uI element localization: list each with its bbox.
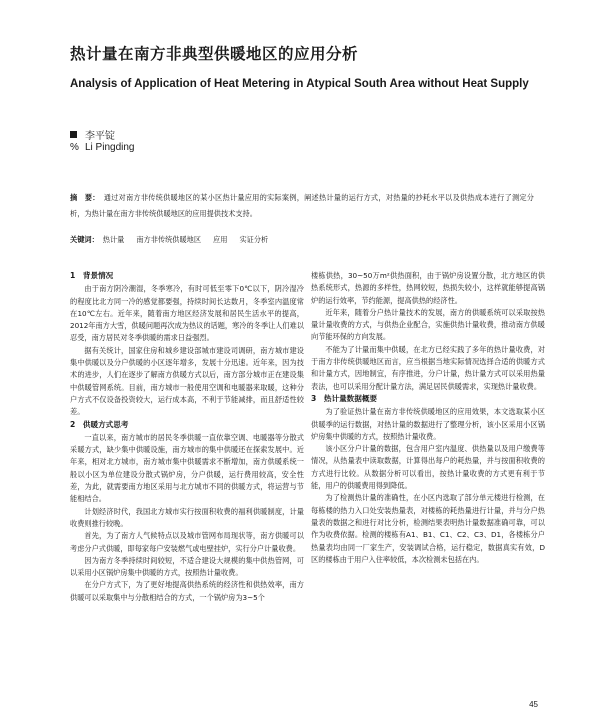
page-number: 45 (529, 700, 538, 709)
paragraph: 在分户方式下，为了更好地提高供热系统的经济性和供热效率，南方供暖可以采取集中与分散相结合的方式，一个锅炉房为3~5个 (70, 580, 304, 602)
keyword: 热计量 (102, 235, 125, 244)
paragraph: 为了检测热计量的准确性，在小区内选取了部分单元楼进行检测，在每栋楼的热力入口处安装热量表，对楼栋的耗热量进行计量，并与分户热量表的数据之和进行对比分析，检测结果表明热计量数据准确可靠，可以作为收费依据。检测的楼栋有A1、B1、C1、C2、C3、D1，各楼栋分户热量表均由同一厂家生产，安装调试合格，运行稳定，数据真实有效，D区的楼栋由于用户入住率较低，本次检测未包括在内。 (311, 493, 545, 564)
section-heading-background: 1 背景情况 (70, 271, 114, 280)
paragraph: 据有关统计，国家住房和城乡建设部城市建设司调研，南方城市建设集中供暖以及分户供暖的小区逐年增多，发展十分迅速。近年来，因为技术的进步，人们在逐步了解南方供暖方式以后，南方部分城市正在建设集中供暖管网系统。目前，南方城市一般使用空调和电暖器来取暖，这种分户方式不仅设备投资较大，运行成本高，不利于节能减排，而且舒适性较差。 (70, 345, 304, 417)
keywords-label: 关键词： (70, 235, 99, 244)
abstract-label: 摘 要： (70, 193, 100, 202)
paragraph: 近年来，随着分户热计量技术的发展，南方的供暖系统可以采取按热量计量收费的方式，与供热企业配合，实施供热计量收费，推动南方供暖向节能环保的方向发展。 (311, 307, 545, 342)
author-english-row (70, 142, 134, 153)
paragraph: 楼栋供热，30~50万m²供热面积，由于锅炉房设置分散，北方地区的供热系统形式，热源的多样性，热网较短，热损失较小，这样就能够提高锅炉的运行效率，节约能源，提高供热的经济性。 (311, 271, 545, 305)
left-column (70, 270, 304, 604)
keyword: 实证分析 (239, 235, 269, 244)
abstract (70, 190, 534, 222)
paragraph: 该小区分户计量的数据，包含用户室内温度、供热量以及用户缴费等情况，从热量表中读取数据，计算得出每户的耗热量，并与按面积收费的方式进行比较。从数据分析可以看出，按热计量收费的方式更有利于节能，用户的供暖费用得到降低。 (311, 444, 545, 491)
section-heading-data-summary: 3 热计量数据概要 (311, 393, 378, 403)
article-title-english: Analysis of Application of Heat Metering in Atypical South Area without Heat Supply (70, 78, 529, 90)
paragraph: 为了验证热计量在南方非传统供暖地区的应用效果，本文选取某小区供暖季的运行数据，对热计量的数据进行了整理分析，该小区采用小区锅炉房集中供暖的方式，按照热计量收费。 (311, 407, 545, 441)
paragraph: 由于南方阴冷潮湿，冬季寒冷，有时可低至零下0℃以下，阴冷湿冷的程度比北方同一冷的感觉都要强，持续时间长达数月，冬季室内温度常在10℃左右。近年来，随着南方地区经济发展和居民生活水平的提高，2012年南方大雪，供暖问题再次成为热议的话题，寒冷的冬季让人们难以忍受，南方居民对冬季供暖的需求日益强烈。 (70, 284, 304, 343)
article-title-chinese: 热计量在南方非典型供暖地区的应用分析 (70, 45, 359, 63)
keyword: 南方非传统供暖地区 (136, 235, 202, 244)
square-bullet-icon (70, 131, 77, 138)
section-heading-heating-mode: 2 供暖方式思考 (70, 419, 129, 429)
paragraph: 因为南方冬季持续时间较短，不适合建设大规模的集中供热管网，可以采用小区锅炉房集中供暖的方式，按照热计量收费。 (70, 555, 304, 578)
author-chinese-row (70, 127, 115, 142)
paragraph: 首先，为了南方人气候特点以及城市管网布局现状等，南方供暖可以考虑分户式供暖，即每家每户安装燃气或电壁挂炉，实行分户计量收费。 (70, 531, 304, 553)
paragraph: 不能为了计量而集中供暖，在北方已经实践了多年的热计量收费，对于南方非传统供暖地区而言，应当根据当地实际情况选择合适的供暖方式和计量方式，因地制宜，有序推进，分户计量，热计量方式可以采用热量表法，也可以采用分配计量方法，满足居民供暖需求，实现热计量收费。 (311, 344, 545, 391)
paragraph: 一直以来，南方城市的居民冬季供暖一直依靠空调、电暖器等分散式采暖方式，缺少集中供暖设施，南方城市的集中供暖还在探索发展中。近年来，相对北方城市，南方城市集中供暖需求不断增加，南方供暖系统一般以小区为单位建设分散式锅炉房，分户供暖，运行费用较高，安全性差，为此，就需要南方地区采用与北方城市不同的供暖方式，将运营与节能相结合。 (70, 432, 304, 504)
paragraph: 计划经济时代，我国北方城市实行按面积收费的福利供暖制度，计量收费则推行较晚。 (70, 506, 304, 528)
author-name-chinese: 李平锭 (85, 131, 115, 142)
right-column (311, 270, 545, 566)
abstract-text: 通过对南方非传统供暖地区的某小区热计量应用的实际案例，阐述热计量的运行方式，对热量的抄耗水平以及供热成本进行了测定分析，为热计量在南方非传统供暖地区的应用提供技术支持。 (70, 193, 534, 218)
keywords (70, 232, 534, 248)
percent-marker-icon: % (70, 142, 79, 153)
author-name-english: Li Pingding (85, 142, 135, 153)
keyword: 应用 (213, 235, 228, 244)
